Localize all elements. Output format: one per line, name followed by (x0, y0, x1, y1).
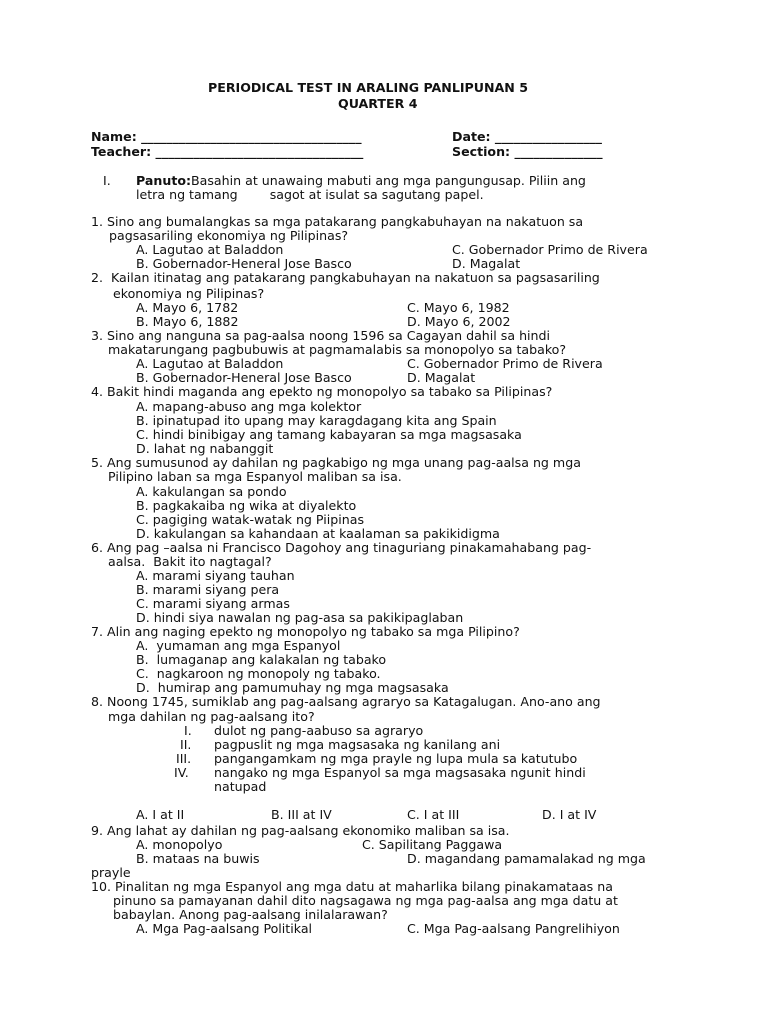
q5-choice-d: D. kakulangan sa kahandaan at kaalaman sa pakikidigma (136, 526, 500, 541)
q8-choice-b: B. III at IV (271, 807, 332, 822)
q8-roman-1: I. (184, 723, 192, 738)
question-9: 9. Ang lahat ay dahilan ng pag-aalsang ekonomiko maliban sa isa. (91, 823, 510, 838)
instructions-label: Panuto: (136, 173, 192, 188)
q10-choice-a: A. Mga Pag-aalsang Politikal (136, 921, 313, 936)
instructions-numeral: I. (103, 173, 111, 188)
question-8-cont: mga dahilan ng pag-aalsang ito? (108, 709, 315, 724)
question-5: 5. Ang sumusunod ay dahilan ng pagkabigo ng mga unang pag-aalsa ng mga (91, 455, 581, 470)
q8-reason-2: pagpuslit ng mga magsasaka ng kanilang ani (214, 737, 501, 752)
q8-choice-c: C. I at III (407, 807, 460, 822)
q8-choice-d: D. I at IV (542, 807, 597, 822)
teacher-field: Teacher: _________________________________ (91, 144, 364, 159)
q6-choice-d: D. hindi siya nawalan ng pag-asa sa pakikipaglaban (136, 610, 464, 625)
q8-choice-a: A. I at II (136, 807, 185, 822)
q10-choice-c: C. Mga Pag-aalsang Pangrelihiyon (407, 921, 620, 936)
question-1: 1. Sino ang bumalangkas sa mga patakarang pangkabuhayan na nakatuon sa (91, 214, 584, 229)
q6-choice-c: C. marami siyang armas (136, 596, 290, 611)
question-10-cont: babaylan. Anong pag-aalsang inilalarawan? (113, 907, 388, 922)
question-2: 2. Kailan itinatag ang patakarang pangkabuhayan na nakatuon sa pagsasariling (91, 270, 600, 285)
date-field: Date: _________________ (452, 129, 602, 144)
q3-choice-d: D. Magalat (407, 370, 476, 385)
q4-choice-b: B. ipinatupad ito upang may karagdagang kita ang Spain (136, 413, 497, 428)
q4-choice-d: D. lahat ng nabanggit (136, 441, 274, 456)
q6-choice-a: A. marami siyang tauhan (136, 568, 295, 583)
page-title: PERIODICAL TEST IN ARALING PANLIPUNAN 5 (208, 80, 528, 95)
q5-choice-c: C. pagiging watak-watak ng Piipinas (136, 512, 365, 527)
instructions-text: Basahin at unawaing mabuti ang mga pangungusap. Piliin ang (191, 173, 586, 188)
q7-choice-d: D. humirap ang pamumuhay ng mga magsasaka (136, 680, 449, 695)
name-field: Name: ___________________________________ (91, 129, 362, 144)
q2-choice-d: D. Mayo 6, 2002 (407, 314, 511, 329)
q9-choice-d-cont: prayle (91, 865, 131, 880)
question-3: 3. Sino ang nanguna sa pag-aalsa noong 1596 sa Cagayan dahil sa hindi (91, 328, 551, 343)
page-subtitle: QUARTER 4 (338, 96, 418, 111)
q2-choice-a: A. Mayo 6, 1782 (136, 300, 239, 315)
question-3-cont: makatarungang pagbubuwis at pagmamalabis sa monopolyo sa tabako? (108, 342, 567, 357)
q9-choice-b: B. mataas na buwis (136, 851, 260, 866)
question-10: 10. Pinalitan ng mga Espanyol ang mga datu at maharlika bilang pinakamataas na (91, 879, 613, 894)
q2-choice-c: C. Mayo 6, 1982 (407, 300, 510, 315)
q1-choice-d: D. Magalat (452, 256, 521, 271)
question-7: 7. Alin ang naging epekto ng monopolyo ng tabako sa mga Pilipino? (91, 624, 520, 639)
q7-choice-a: A. yumaman ang mga Espanyol (136, 638, 341, 653)
question-5-cont: Pilipino laban sa mga Espanyol maliban sa isa. (108, 469, 402, 484)
q8-roman-4: IV. (174, 765, 189, 780)
question-1-cont: pagsasariling ekonomiya ng Pilipinas? (109, 228, 349, 243)
q5-choice-b: B. pagkakaiba ng wika at diyalekto (136, 498, 357, 513)
q4-choice-c: C. hindi binibigay ang tamang kabayaran sa mga magsasaka (136, 427, 522, 442)
q7-choice-c: C. nagkaroon ng monopoly ng tabako. (136, 666, 381, 681)
question-4: 4. Bakit hindi maganda ang epekto ng monopolyo sa tabako sa Pilipinas? (91, 384, 553, 399)
q8-reason-4: nangako ng mga Espanyol sa mga magsasaka ngunit hindi (214, 765, 586, 780)
q8-reason-1: dulot ng pang-aabuso sa agraryo (214, 723, 424, 738)
section-field: Section: ______________ (452, 144, 603, 159)
question-10-cont: pinuno sa pamayanan dahil dito nagsagawa ng mga pag-aalsa ang mga datu at (113, 893, 618, 908)
q6-choice-b: B. marami siyang pera (136, 582, 280, 597)
question-2-cont: ekonomiya ng Pilipinas? (113, 286, 265, 301)
q8-reason-3: pangangamkam ng mga prayle ng lupa mula sa katutubo (214, 751, 578, 766)
q1-choice-b: B. Gobernador-Heneral Jose Basco (136, 256, 352, 271)
question-6-cont: aalsa. Bakit ito nagtagal? (108, 554, 272, 569)
q3-choice-b: B. Gobernador-Heneral Jose Basco (136, 370, 352, 385)
q4-choice-a: A. mapang-abuso ang mga kolektor (136, 399, 362, 414)
q1-choice-c: C. Gobernador Primo de Rivera (452, 242, 648, 257)
q8-roman-2: II. (180, 737, 192, 752)
q9-choice-c: C. Sapilitang Paggawa (362, 837, 503, 852)
q5-choice-a: A. kakulangan sa pondo (136, 484, 287, 499)
instructions-text: letra ng tamang sagot at isulat sa sagutang papel. (136, 187, 484, 202)
q7-choice-b: B. lumaganap ang kalakalan ng tabako (136, 652, 387, 667)
q1-choice-a: A. Lagutao at Baladdon (136, 242, 284, 257)
q8-reason-4-cont: natupad (214, 779, 267, 794)
q2-choice-b: B. Mayo 6, 1882 (136, 314, 239, 329)
question-8: 8. Noong 1745, sumiklab ang pag-aalsang agraryo sa Katagalugan. Ano-ano ang (91, 694, 601, 709)
q3-choice-c: C. Gobernador Primo de Rivera (407, 356, 603, 371)
question-6: 6. Ang pag –aalsa ni Francisco Dagohoy ang tinaguriang pinakamahabang pag- (91, 540, 592, 555)
q9-choice-d: D. magandang pamamalakad ng mga (407, 851, 646, 866)
q8-roman-3: III. (176, 751, 192, 766)
q3-choice-a: A. Lagutao at Baladdon (136, 356, 284, 371)
q9-choice-a: A. monopolyo (136, 837, 223, 852)
